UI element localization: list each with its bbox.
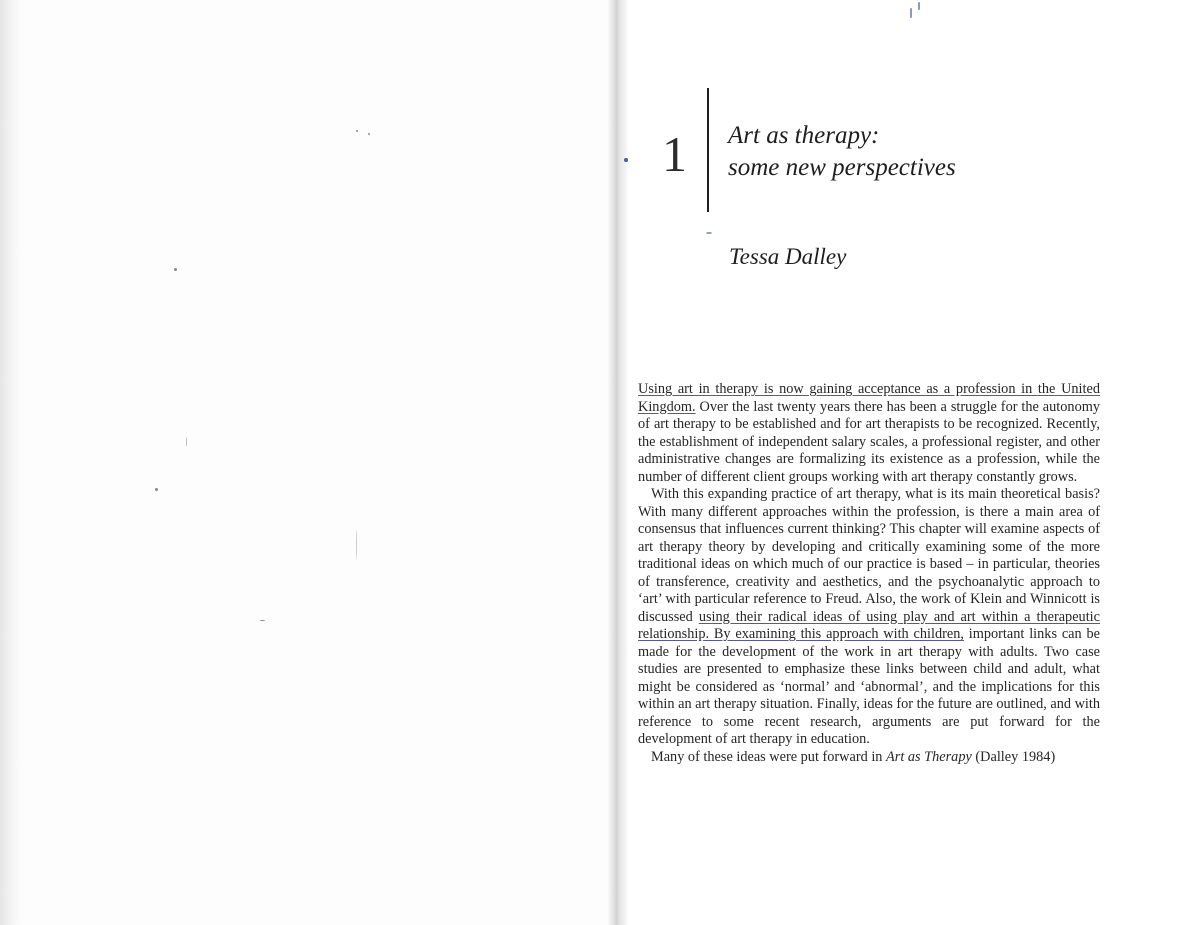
paragraph-text: important links can be made for the development of the work in art therapy with adults. Two case studies are presented to emphasize these links between child and adult, what might be considered as ‘normal’ and ‘abnormal’, and the implications for this within an art therapy situation. Finally, ideas for the future are outlined, and with reference to some recent research, arguments are put forward for the development of art therapy in education. — [638, 626, 1101, 747]
ink-mark — [918, 2, 920, 10]
underlined-phrase: Using art in therapy is now gaining acceptance as a profession in the United Kingdom. — [638, 381, 1100, 415]
paragraph-1 — [638, 381, 1100, 486]
chapter-body-text — [638, 381, 1100, 766]
ink-mark — [624, 158, 628, 162]
chapter-title-line-2: some new perspectives — [728, 154, 956, 181]
paragraph-text: (Dalley 1984) — [971, 748, 1056, 765]
paragraph-text: Many of these ideas were put forward in — [651, 748, 887, 765]
paragraph-text: With this expanding practice of art therapy, what is its main theoretical basis? With many different approaches within the profession, is there a main area of consensus that influences current thinking? This chapter will examine aspects of art therapy theory by developing and critically examining some of the more traditional ideas on which much of our practice is based – in particular, theories of transference, creativity and aesthetics, and the psychoanalytic approach to ‘art’ with particular reference to Freud. Also, the work of Klein and Winnicott is discussed — [638, 486, 1100, 625]
chapter-title — [728, 120, 956, 184]
paper-speck — [186, 437, 187, 447]
paper-speck — [155, 488, 158, 491]
chapter-divider-rule — [707, 88, 709, 212]
chapter-author: Tessa Dalley — [729, 244, 847, 269]
paragraph-text: Over the last twenty years there has been a struggle for the autonomy of art therapy to be established and for art therapists to be recognized. Recently, the establishment of independent salary scales, a professional register, and other administrative changes are formalizing its existence as a profession, while the number of different client groups working with art therapy constantly grows. — [638, 398, 1100, 485]
paper-speck — [356, 130, 358, 132]
paragraph-3 — [638, 749, 1100, 767]
book-gutter — [608, 0, 628, 925]
page-edge-shadow — [0, 0, 22, 925]
chapter-number: 1 — [662, 126, 687, 182]
paper-speck — [356, 530, 357, 560]
paragraph-2 — [638, 486, 1100, 749]
ink-mark — [706, 232, 712, 234]
book-title-citation: Art as Therapy — [886, 748, 972, 765]
underlined-phrase: using their radical ideas of using play and art within a therapeutic relationship. By examining this approach with children, — [638, 608, 1100, 642]
paper-speck — [260, 620, 265, 621]
chapter-title-line-1: Art as therapy: — [728, 122, 880, 149]
ink-mark — [910, 8, 912, 18]
paper-speck — [368, 133, 370, 135]
paper-speck — [174, 268, 177, 271]
